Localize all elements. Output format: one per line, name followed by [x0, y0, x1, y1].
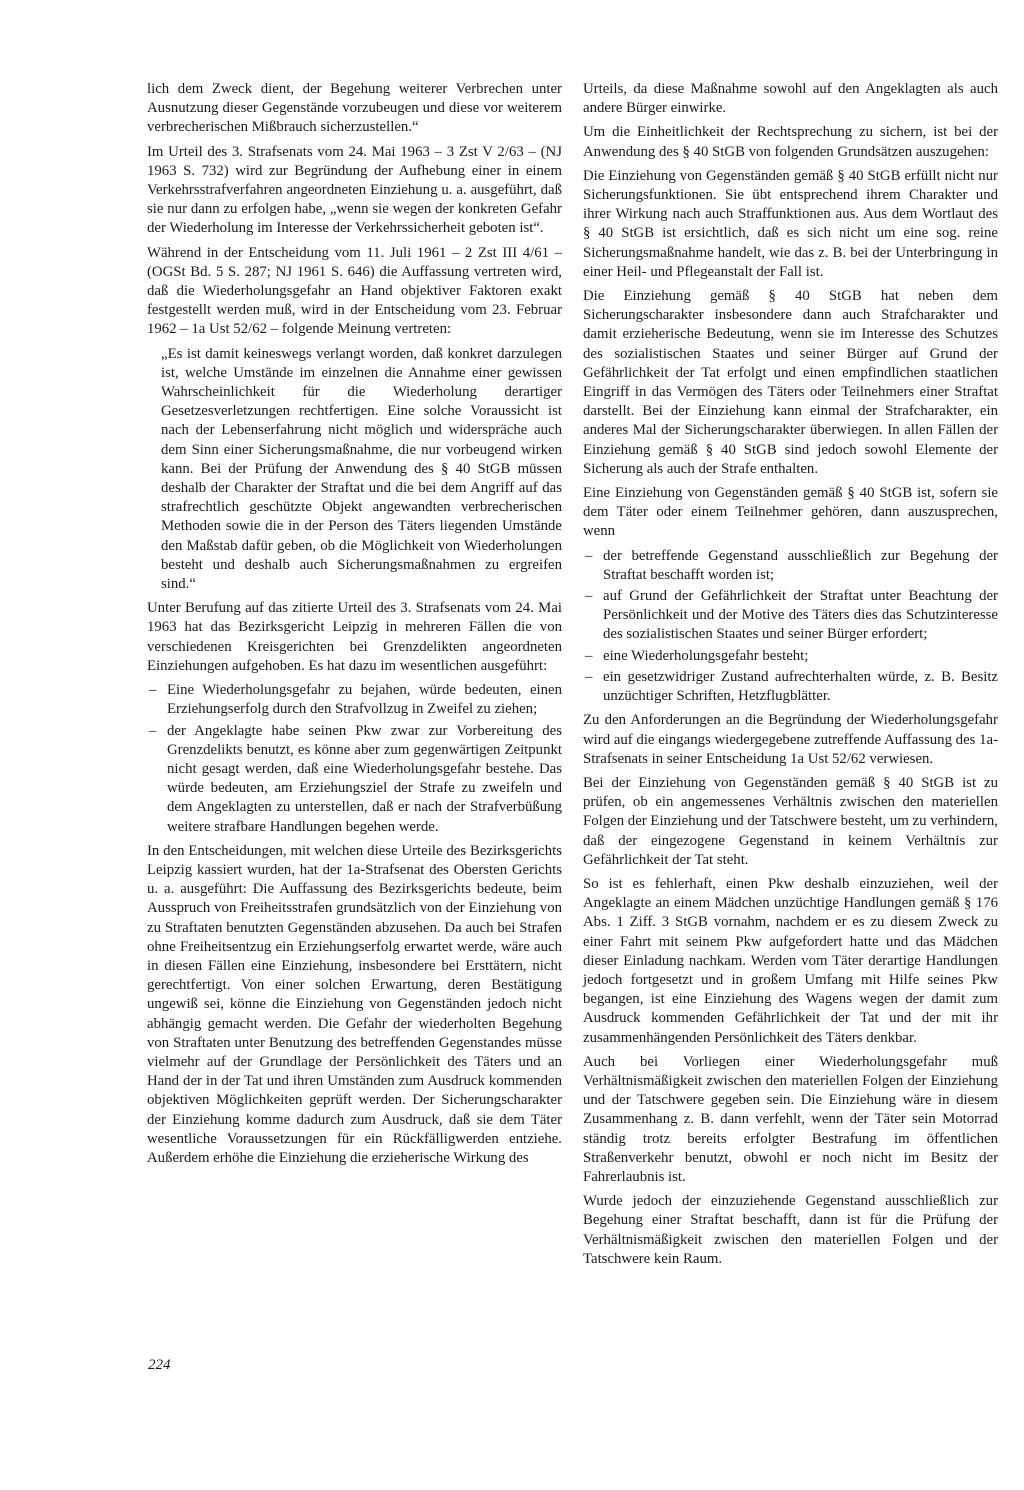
- paragraph: Während in der Entscheidung vom 11. Juli 1961 – 2 Zst III 4/61 – (OGSt Bd. 5 S. 287; NJ 1961 S. 646) die Auffassung vertreten wird, daß die Wiederholungsgefahr an Hand objektiver Faktoren exakt festgestellt werden muß, wird in der Entscheidung vom 23. Februar 1962 – 1a Ust 52/62 – folgende Meinung vertreten:: [147, 244, 562, 338]
- paragraph: Um die Einheitlichkeit der Rechtsprechung zu sichern, ist bei der Anwendung des § 40 StGB von folgenden Grundsätzen auszugehen:: [583, 124, 998, 160]
- list-item: – auf Grund der Gefährlichkeit der Straftat unter Beachtung der Persönlichkeit und der Motive des Täters dies das Schutzinteresse des sozialistischen Staates und seiner Bürger erfordert;: [583, 587, 998, 645]
- paragraph: Wurde jedoch der einzuziehende Gegenstand ausschließlich zur Begehung einer Straftat beschafft, dann ist für die Prüfung der Verhältnismäßigkeit zwischen den materiellen Folgen und der Tatschwere kein Raum.: [583, 1193, 998, 1267]
- list-item: – Eine Wiederholungsgefahr zu bejahen, würde bedeuten, einen Erziehungserfolg durch den Strafvollzug in Zweifel zu ziehen;: [147, 681, 562, 719]
- dash-list: [583, 547, 998, 707]
- block-quote: „Es ist damit keineswegs verlangt worden, daß konkret darzulegen ist, welche Umstände im einzelnen die Annahme einer gewissen Wahrscheinlichkeit für die Wiederholung derartiger Gesetzesverletzungen rechtfertigen. Eine solche Voraussicht ist nach der Lebenserfahrung nicht möglich und widerspräche auch dem Sinn einer Sicherungsmaßnahme, die nur vorbeugend wirken kann. Bei der Prüfung der Anwendung des § 40 StGB müssen deshalb der Charakter der Straftat und die bei dem Angriff auf das strafrechtlich geschützte Objekt angewandten verbrecherischen Methoden sowie die in der Person des Täters liegenden Umstände den Maßstab dafür geben, ob die Möglichkeit von Wiederholungen besteht und deshalb auch Sicherungsmaßnahmen zu ergreifen sind.“: [161, 345, 562, 593]
- paragraph: Die Einziehung von Gegenständen gemäß § 40 StGB erfüllt nicht nur Sicherungsfunktionen. Sie übt entsprechend ihrem Charakter und ihrer Wirkung nach auch Straffunktionen aus. Aus dem Wortlaut des § 40 StGB ist ersichtlich, daß es sich nicht um eine sog. reine Sicherungsmaßnahme handelt, wie das z. B. bei der Unterbringung in einer Heil- und Pflegeanstalt der Fall ist.: [583, 167, 998, 280]
- page-number: 224: [148, 1357, 171, 1373]
- paragraph: Die Einziehung gemäß § 40 StGB hat neben dem Sicherungscharakter insbesondere dann auch Strafcharakter und damit erzieherische Bedeutung, wenn sie im Interesse des Schutzes des sozialistischen Staates und seiner Bürger auf Grund der Gefährlichkeit der Tat erfolgt und einen empfindlichen staatlichen Eingriff in das Vermögen des Täters oder Teilnehmers einer Straftat darstellt. Bei der Einziehung kann einmal der Strafcharakter, ein anderes Mal der Sicherungscharakter überwiegen. In allen Fällen der Einziehung gemäß § 40 StGB sind jedoch sowohl Elemente der Sicherung als auch der Strafe enthalten.: [583, 288, 998, 477]
- paragraph: lich dem Zweck dient, der Begehung weiterer Verbrechen unter Ausnutzung dieser Gegenstände vorzubeugen und diese vor weiterem verbrecherischen Mißbrauch sicherzustellen.“: [147, 81, 562, 136]
- paragraph: Zu den Anforderungen an die Begründung der Wiederholungsgefahr wird auf die eingangs wiedergegebene zutreffende Auffassung des 1a-Strafsenats in seiner Entscheidung 1a Ust 52/62 verwiesen.: [583, 712, 998, 767]
- left-column: [147, 80, 562, 1173]
- list-item: – eine Wiederholungsgefahr besteht;: [583, 647, 998, 666]
- paragraph: Im Urteil des 3. Strafsenats vom 24. Mai 1963 – 3 Zst V 2/63 – (NJ 1963 S. 732) wird zur Begründung der Aufhebung einer in einem Verkehrsstrafverfahren angeordneten Einziehung u. a. ausgeführt, daß sie nur dann zu erfolgen habe, „wenn sie wegen der konkreten Gefahr der Wiederholung im Interesse der Verkehrssicherheit geboten ist“.: [147, 143, 562, 237]
- paragraph: Auch bei Vorliegen einer Wiederholungsgefahr muß Verhältnismäßigkeit zwischen den materiellen Folgen der Einziehung und der Tatschwere gegeben sein. Die Einziehung wäre in diesem Zusammenhang z. B. dann verfehlt, wenn der Täter sein Motorrad ständig trotz bereits erfolgter Bestrafung im öffentlichen Straßenverkehr benutzt, obwohl er noch nicht im Besitz der Fahrerlaubnis ist.: [583, 1053, 998, 1185]
- list-item: – ein gesetzwidriger Zustand aufrechterhalten würde, z. B. Besitz unzüchtiger Schriften, Hetzflugblätter.: [583, 668, 998, 706]
- paragraph: Bei der Einziehung von Gegenständen gemäß § 40 StGB ist zu prüfen, ob ein angemessenes Verhältnis zwischen den materiellen Folgen der Einziehung und der Tatschwere besteht, um zu verhindern, daß der eingezogene Gegenstand in keinem Verhältnis zur Gefährlichkeit der Tat steht.: [583, 774, 998, 868]
- right-column: [583, 80, 998, 1274]
- paragraph: So ist es fehlerhaft, einen Pkw deshalb einzuziehen, weil der Angeklagte an einem Mädchen unzüchtige Handlungen gemäß § 176 Abs. 1 Ziff. 3 StGB vornahm, nachdem er es zu diesem Zweck zu einer Fahrt mit seinem Pkw aufgefordert hatte und das Mädchen dieser Einladung nachkam. Werden vom Täter derartige Handlungen jedoch fortgesetzt und in großem Umfang mit Hilfe seines Pkw begangen, ist eine Einziehung des Wagens wegen der damit zum Ausdruck kommenden Gefährlichkeit der Tat und der mit ihr zusammenhängenden Persönlichkeit des Täters denkbar.: [583, 875, 998, 1046]
- paragraph: Eine Einziehung von Gegenständen gemäß § 40 StGB ist, sofern sie dem Täter oder einem Teilnehmer gehören, dann auszusprechen, wenn: [583, 485, 998, 540]
- paragraph: Urteils, da diese Maßnahme sowohl auf den Angeklagten als auch andere Bürger einwirke.: [583, 81, 998, 117]
- paragraph: Unter Berufung auf das zitierte Urteil des 3. Strafsenats vom 24. Mai 1963 hat das Bezirksgericht Leipzig in mehreren Fällen die von verschiedenen Kreisgerichten bei Grenzdelikten angeordneten Einziehungen aufgehoben. Es hat dazu im wesentlichen ausgeführt:: [147, 600, 562, 674]
- list-item: – der Angeklagte habe seinen Pkw zwar zur Vorbereitung des Grenzdelikts benutzt, es könne aber zum gegenwärtigen Zeitpunkt nicht gesagt werden, daß eine Wiederholungsgefahr bestehe. Das würde bedeuten, am Erziehungsziel der Strafe zu zweifeln und dem Angeklagten zu unterstellen, daß er nach der Strafverbüßung weitere strafbare Handlungen begehen werde.: [147, 722, 562, 837]
- list-item: – der betreffende Gegenstand ausschließlich zur Begehung der Straftat beschafft worden ist;: [583, 547, 998, 585]
- paragraph: In den Entscheidungen, mit welchen diese Urteile des Bezirksgerichts Leipzig kassiert wurden, hat der 1a-Strafsenat des Obersten Gerichts u. a. ausgeführt: Die Auffassung des Bezirksgerichts bedeute, beim Ausspruch von Freiheitsstrafen grundsätzlich von der Einziehung von zu Straftaten benutzten Gegenständen abzusehen. Da auch bei Strafen ohne Freiheitsentzug ein Erziehungserfolg erwartet werde, wäre auch in diesen Fällen eine Einziehung, insbesondere bei Ersttätern, nicht gerechtfertigt. Von einer solchen Erwartung, deren Bestätigung ungewiß sei, könne die Einziehung von Gegenständen jedoch nicht abhängig gemacht werden. Die Gefahr der wiederholten Begehung von Straftaten unter Benutzung des betreffenden Gegenstandes müsse vielmehr auf der Grundlage der Persönlichkeit des Täters und an Hand der in der Tat und ihren Umständen zum Ausdruck kommenden objektiven Möglichkeiten geprüft werden. Der Sicherungscharakter der Einziehung komme dadurch zum Ausdruck, daß sie dem Täter wesentliche Voraussetzungen für ein Rückfälligwerden entziehe. Außerdem erhöhe die Einziehung die erzieherische Wirkung des: [147, 842, 562, 1166]
- dash-list: [147, 681, 562, 837]
